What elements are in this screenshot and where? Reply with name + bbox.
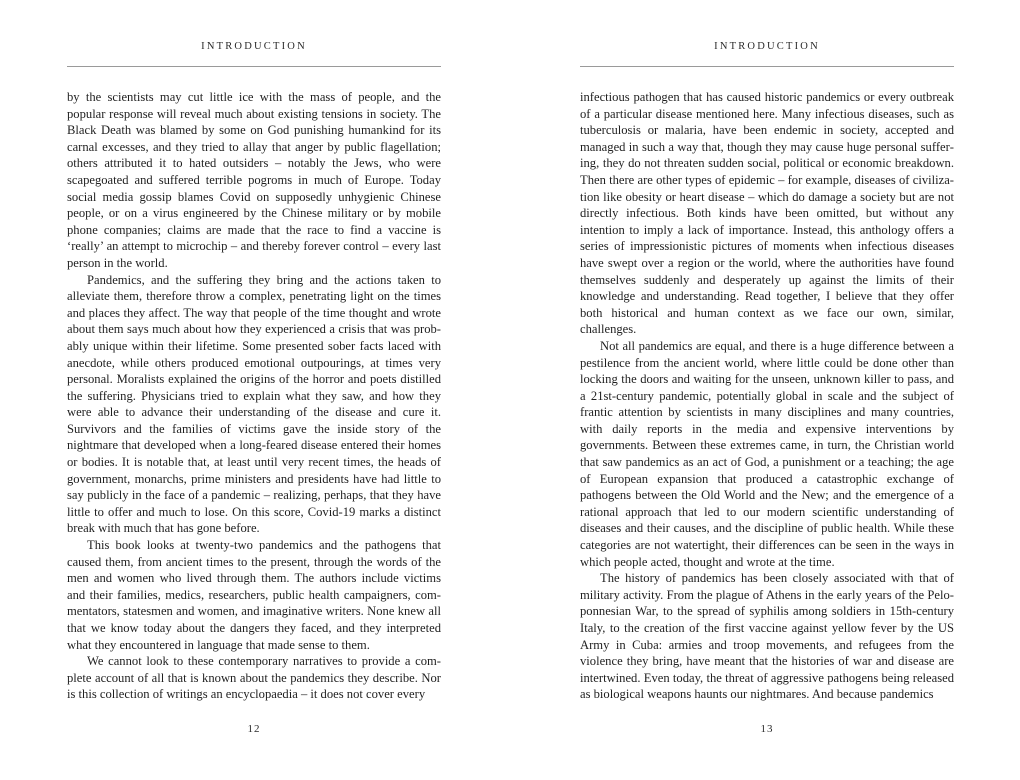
- running-head-right: INTRODUCTION: [714, 41, 820, 52]
- paragraph: This book looks at twenty-two pandemics and the pathogens that caused them, from ancient times to the present, through the words of the men and women who lived through them. The authors include victims and their families, medics, researchers, public health campaigners, commentators, statesmen and women, and imaginative writers. None knew all that we know today about the dangers they faced, and they interpreted what they encountered in language that made sense to them.: [67, 538, 441, 652]
- right-page: [580, 0, 954, 780]
- head-rule-right: [580, 66, 954, 67]
- page-number-left: 12: [247, 723, 261, 735]
- paragraph: The history of pandemics has been closely associated with that of military activity. From the plague of Athens in the early years of the Peloponnesian War, to the spread of syphilis among soldiers in 15th-century Italy, to the creation of the first vaccine against yellow fever by the US Army in Cuba: armies and troop movements, and refugees from the violence they bring, have meant that the histories of war and disease are intertwined. Even today, the threat of aggressive pathogens being released as biological weapons haunts our nightmares. And because pandemics: [580, 571, 954, 702]
- paragraph: Pandemics, and the suffering they bring and the actions taken to alleviate them, therefore throw a complex, penetrating light on the times and places they affect. The way that people of the time thought and wrote about them says much about how they experienced a crisis that was probably unique within their lifetime. Some presented sober facts laced with anecdote, while others produced emotional outpourings, at times very personal. Moralists explained the origins of the horror and poets distilled the suffering. Physicians tried to explain what they saw, and how they were able to advance their understanding of the disease and cure it. Survivors and the families of victims gave the inside story of the nightmare that developed when a long-feared disease entered their homes or bodies. It is notable that, at least until very recent times, the heads of government, monarchs, prime ministers and presidents have had little to say publicly in the face of a pandemic – realizing, perhaps, that they have little to offer and much to lose. On this score, Covid-19 marks a distinct break with much that has gone before.: [67, 272, 441, 536]
- paragraph: Not all pandemics are equal, and there is a huge difference between a pestilence from the ancient world, where little could be done other than locking the doors and waiting for the unseen, unknown killer to pass, and a 21st-century pandemic, potentially global in scale and the subject of frantic attention by scientists in many disciplines and many countries, with daily reports in the media and expensive interventions by governments. Between these extremes came, in turn, the Christian world that saw pandemics as an act of God, a punishment or a teaching; the age of European expansion that produced a catastrophic exchange of pathogens between the Old World and the New; and the emergence of a rational approach that led to our modern scientific understanding of diseases and their causes, and the discipline of public health. While these categories are not watertight, their differences can be seen in the ways in which people acted, thought and wrote at the time.: [580, 338, 954, 569]
- body-text-right: [580, 89, 954, 703]
- page-number-right: 13: [760, 723, 774, 735]
- head-rule-left: [67, 66, 441, 67]
- paragraph: by the scientists may cut little ice with the mass of people, and the popular response will reveal much about existing tensions in society. The Black Death was blamed by some on God punishing humankind for its carnal excesses, and they tried to allay that anger by public flagellation; others attributed it to hated outsiders – notably the Jews, who were scapegoated and suffered terrible pogroms in much of Europe. Today social media gossip blames Covid on supposedly unhygienic Chinese people, or on a virus engineered by the Chinese military or by mobile phone companies; claims are made that the race to find a vaccine is ‘really’ an attempt to microchip – and thereby forever control – every last person in the world.: [67, 90, 441, 270]
- left-page: [67, 0, 441, 780]
- running-head-left: INTRODUCTION: [201, 41, 307, 52]
- paragraph: We cannot look to these contemporary narratives to provide a complete account of all that is known about the pandemics they describe. Nor is this collection of writings an encyclopaedia – it does not cover every: [67, 654, 441, 702]
- body-text-left: [67, 89, 441, 703]
- paragraph: infectious pathogen that has caused historic pandemics or every outbreak of a particular disease mentioned here. Many infectious diseases, such as tuberculosis or malaria, have been endemic in society, accepted and managed in such a way that, though they may cause huge personal suffering, they do not threaten sudden social, political or economic breakdown. Then there are other types of epidemic – for example, diseases of civilization like obesity or heart disease – which do damage a society but are not directly infectious. Both kinds have been omitted, but without any intention to imply a lack of importance. Instead, this anthology offers a series of impressionistic pictures of moments when infectious diseases have swept over a region or the world, where the authorities have found themselves suddenly and desperately up against the limits of their knowledge and understanding. Read together, I believe that they offer both historical and human context as we face our own, similar, challenges.: [580, 90, 954, 337]
